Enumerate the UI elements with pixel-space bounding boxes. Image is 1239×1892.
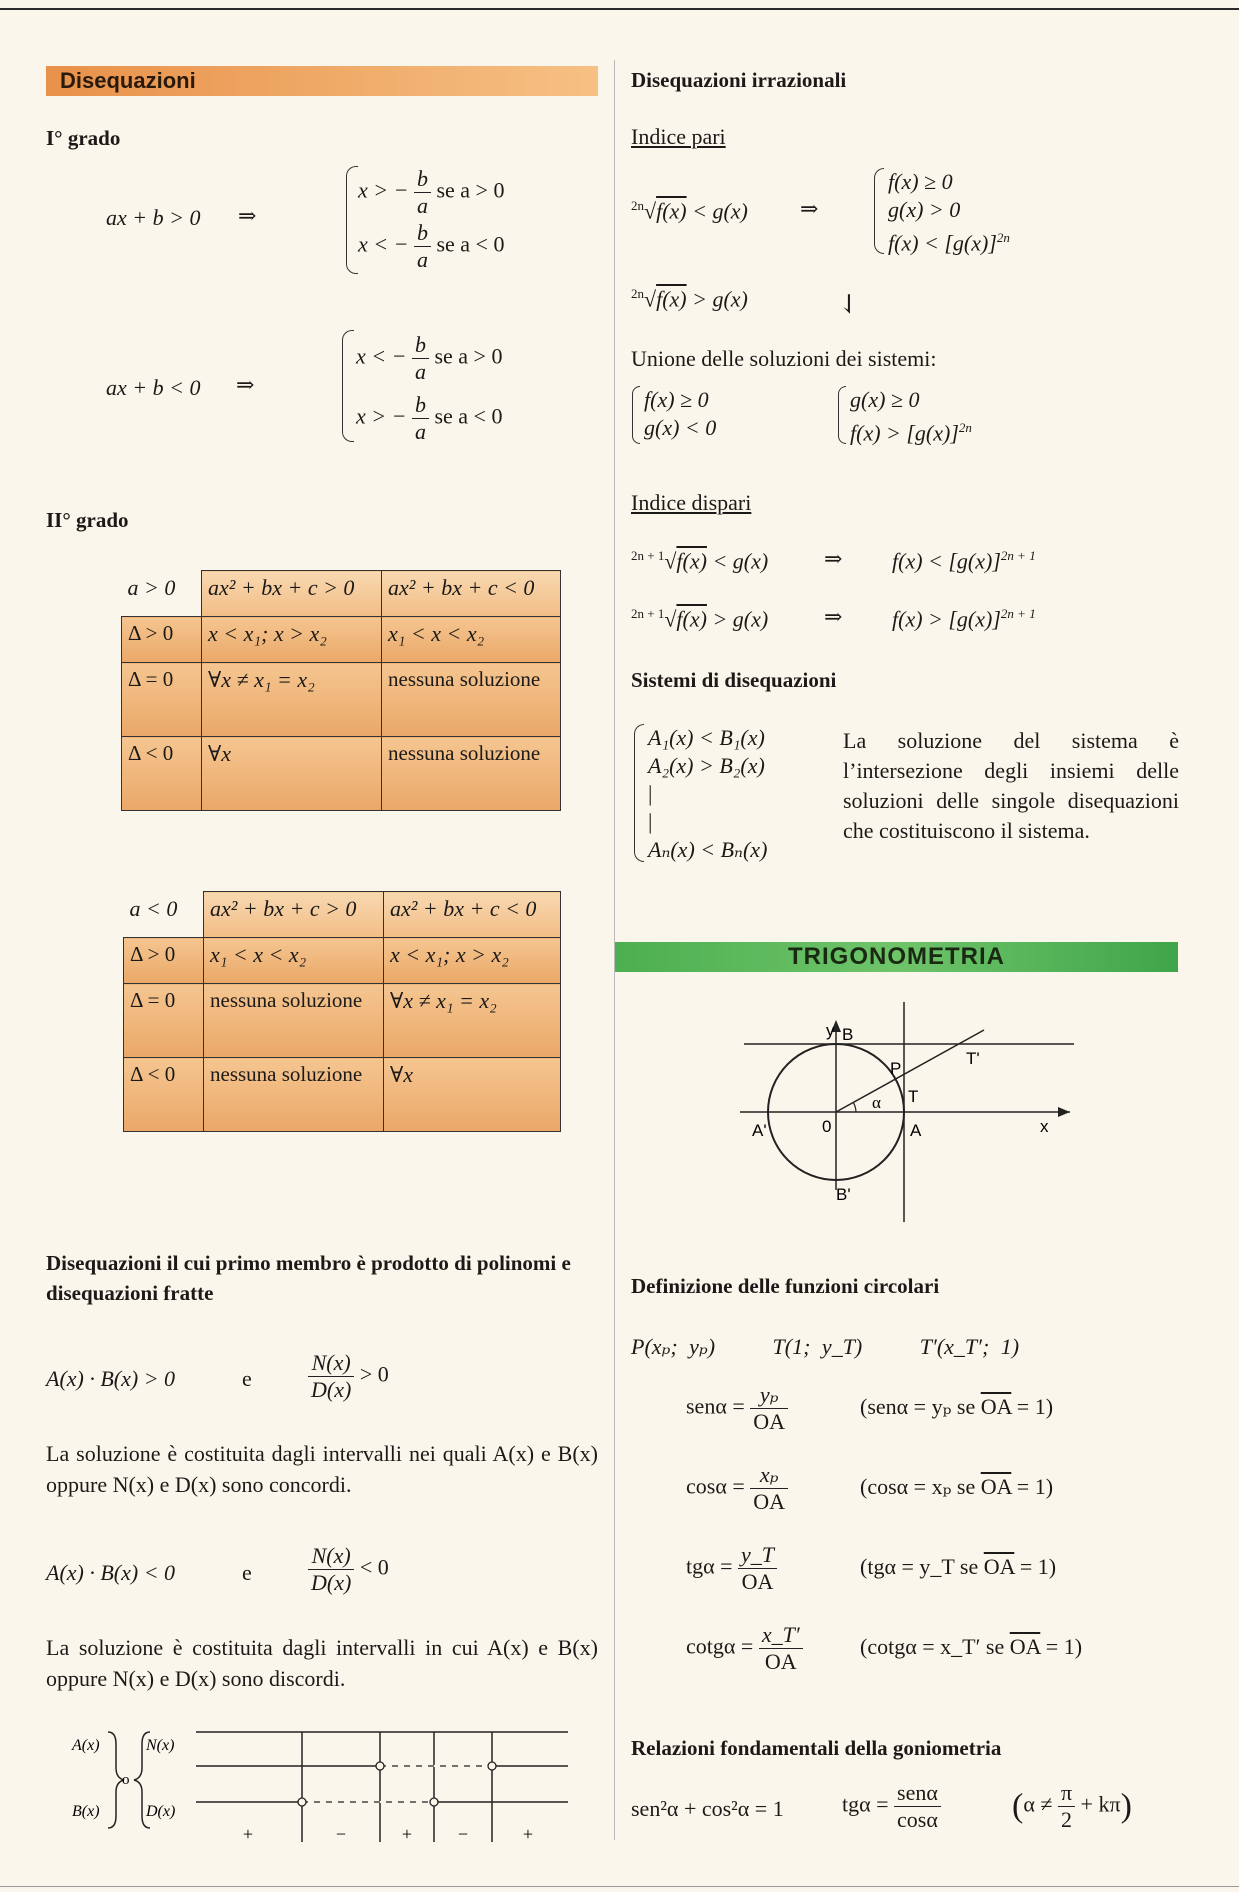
even-ineq2: $^{2n}$√f(x) > g(x) [631, 286, 748, 312]
implies-arrow: ⇒ [824, 546, 843, 571]
product-eq1-fraction: $\frac{N(x)}{D(x)}$ > 0 [308, 1350, 389, 1403]
cell: ∀x ≠ x₁ = x₂ [202, 663, 382, 737]
cell: ∀x [202, 737, 382, 811]
systems-text: La soluzione del sistema è l’intersezione degli insiemi delle soluzioni delle singole disequazioni che costituiscono il sistema. [843, 728, 1179, 843]
def-cotan: cotgα = $\frac{x\_T'}{OA}$ [686, 1622, 803, 1675]
table-corner: a > 0 [122, 571, 202, 617]
unit-circle-diagram [740, 1000, 1080, 1230]
def-tan-note: (tgα = y_T se $\overline{OA} = 1$) [860, 1554, 1057, 1579]
cell: ∀x ≠ x₁ = x₂ [384, 984, 561, 1058]
first-degree-case1-lhs: ax + b > 0 [106, 205, 201, 230]
case1-row2: x < − $\frac{b}{a}$ se a < 0 [358, 220, 505, 272]
system-brace [838, 386, 846, 444]
row-label: Δ = 0 [122, 663, 202, 737]
table-row [122, 737, 561, 811]
label-t-prime: T' [966, 1049, 980, 1068]
label-b-prime: B' [836, 1185, 851, 1204]
def-cos-note: (cosα = xₚ se $\overline{OA} = 1$) [860, 1474, 1054, 1499]
cell: nessuna soluzione [204, 984, 384, 1058]
diagram-open-point [430, 1798, 438, 1806]
case1-row1: x > − $\frac{b}{a}$ se a > 0 [358, 166, 505, 218]
top-rule [0, 8, 1239, 10]
product-text2: La soluzione è costituita dagli intervalli in cui A(x) e B(x) oppure N(x) e D(x) sono discordi. [46, 1635, 598, 1691]
label-origin: 0 [822, 1117, 832, 1136]
label-p: P [890, 1059, 902, 1078]
odd-ineq1: $^{2n + 1}$√f(x) < g(x) [631, 548, 769, 574]
product-eq2-left: A(x) · B(x) < 0 [46, 1560, 176, 1585]
def-sin: senα = $\frac{\text{yₚ}}{OA}$ [686, 1382, 788, 1435]
cell: x < x₁; x > x₂ [202, 617, 382, 663]
relations-heading: Relazioni fondamentali della goniometria [631, 1736, 1002, 1760]
table-row [124, 984, 561, 1058]
union-text: Unione delle soluzioni dei sistemi: [631, 346, 937, 371]
product-eq2-fraction: $\frac{N(x)}{D(x)}$ < 0 [308, 1543, 389, 1596]
def-cos: cosα = $\frac{\text{xₚ}}{OA}$ [686, 1462, 788, 1515]
diagram-label-n: N(x) [146, 1737, 175, 1754]
table-row [124, 1058, 561, 1132]
even-index-heading: Indice pari [631, 124, 726, 149]
sign-diagram [60, 1722, 580, 1872]
implies-arrow: ⇒ [824, 604, 843, 629]
even-ineq1: $^{2n}$√f(x) < g(x) [631, 198, 748, 224]
sign: + [401, 1824, 413, 1844]
case2-row1: x < − $\frac{b}{a}$ se a > 0 [356, 332, 503, 384]
irrational-heading: Disequazioni irrazionali [631, 68, 847, 92]
product-text1: La soluzione è costituita dagli intervalli nei quali A(x) e B(x) oppure N(x) e D(x) sono concordi. [46, 1441, 598, 1497]
systems-heading: Sistemi di disequazioni [631, 668, 837, 692]
section-title-disequazioni: Disequazioni [46, 66, 598, 96]
product-heading: Disequazioni il cui primo membro è prodotto di polinomi e disequazioni fratte [46, 1251, 571, 1305]
implies-arrow: ⇒ [236, 372, 255, 397]
diagram-open-point [376, 1762, 384, 1770]
def-tan: tgα = $\frac{y\_T}{OA}$ [686, 1542, 777, 1595]
label-b: B [842, 1025, 854, 1044]
system-brace [634, 724, 644, 862]
section-title-trigonometria: TRIGONOMETRIA [615, 942, 1178, 972]
table-row [124, 938, 561, 984]
row-label: Δ > 0 [124, 938, 204, 984]
even-system: f(x) ≥ 0 g(x) > 0 $f(x) < [g(x)]^{2n}$ [888, 169, 1010, 256]
diagram-label-d: D(x) [146, 1803, 176, 1820]
diagram-label-o: o [122, 1772, 130, 1788]
points-line: P(xₚ; yₚ) T(1; y_T) T′(x_T′; 1) [631, 1334, 1020, 1359]
system-brace [342, 330, 354, 442]
relation-tangent: tgα = $\frac{\text{senα}}{\cos\alpha}$ [842, 1780, 941, 1833]
angle-arc [853, 1102, 856, 1112]
case2-row2: x > − $\frac{b}{a}$ se a < 0 [356, 392, 503, 444]
row-label: Δ = 0 [124, 984, 204, 1058]
second-degree-heading: II° grado [46, 508, 129, 532]
label-a-prime: A' [752, 1121, 767, 1140]
label-alpha: α [872, 1093, 881, 1112]
bottom-rule [0, 1886, 1239, 1887]
table-header: ax² + bx + c > 0 [204, 892, 384, 938]
odd-result1: $f(x) < [g(x)]^{2n + 1}$ [892, 548, 1036, 574]
cell: x < x₁; x > x₂ [384, 938, 561, 984]
table-row [122, 617, 561, 663]
diagram-open-point [488, 1762, 496, 1770]
second-degree-table-a-positive [121, 570, 561, 811]
table-corner: a < 0 [124, 892, 204, 938]
sign: − [457, 1824, 469, 1844]
cell: x₁ < x < x₂ [382, 617, 561, 663]
first-degree-heading: I° grado [46, 126, 121, 150]
cell: nessuna soluzione [382, 663, 561, 737]
diagram-label-b: B(x) [72, 1803, 100, 1820]
odd-ineq2: $^{2n + 1}$√f(x) > g(x) [631, 606, 769, 632]
sign: + [242, 1824, 254, 1844]
cell: x₁ < x < x₂ [204, 938, 384, 984]
table-header: ax² + bx + c > 0 [202, 571, 382, 617]
system-brace [874, 168, 884, 254]
system-a: f(x) ≥ 0 g(x) < 0 [644, 387, 717, 440]
system-brace [346, 166, 358, 274]
def-sin-note: (senα = yₚ se $\overline{OA} = 1$) [860, 1394, 1054, 1419]
label-a: A [910, 1121, 922, 1140]
definitions-heading: Definizione delle funzioni circolari [631, 1274, 940, 1298]
relation-condition: (α ≠ $\frac{\pi}{2}$ + kπ) [1012, 1780, 1132, 1832]
odd-result2: $f(x) > [g(x)]^{2n + 1}$ [892, 606, 1036, 632]
diagram-open-point [298, 1798, 306, 1806]
relation-pythagorean: sen²α + cos²α = 1 [631, 1796, 784, 1821]
row-label: Δ < 0 [124, 1058, 204, 1132]
cell: nessuna soluzione [382, 737, 561, 811]
table-header: ax² + bx + c < 0 [382, 571, 561, 617]
product-eq1-e: e [242, 1366, 252, 1391]
label-t: T [908, 1087, 919, 1106]
implies-arrow: ⇒ [800, 196, 819, 221]
label-x: x [1040, 1117, 1049, 1136]
table-header: ax² + bx + c < 0 [384, 892, 561, 938]
cell: ∀x [384, 1058, 561, 1132]
diagram-label-a: A(x) [72, 1737, 100, 1754]
second-degree-table-a-negative [123, 891, 561, 1132]
product-eq2-e: e [242, 1560, 252, 1585]
sign: + [522, 1824, 534, 1844]
row-label: Δ < 0 [122, 737, 202, 811]
x-axis-arrow-icon [1058, 1107, 1070, 1117]
sign: − [335, 1824, 347, 1844]
system-b: g(x) ≥ 0 $f(x) > [g(x)]^{2n}$ [850, 387, 972, 446]
implies-arrow: ⇒ [238, 203, 257, 228]
label-y: y [826, 1021, 835, 1040]
odd-index-heading: Indice dispari [631, 490, 752, 515]
product-eq1-left: A(x) · B(x) > 0 [46, 1366, 176, 1391]
row-label: Δ > 0 [122, 617, 202, 663]
def-cotan-note: (cotgα = x_T′ se $\overline{OA} = 1$) [860, 1634, 1083, 1659]
system-brace [632, 386, 640, 444]
down-arrow-icon: ⇃ [838, 290, 860, 319]
systems-list: A₁(x) < B₁(x) A₂(x) > B₂(x) | | Aₙ(x) < Bₙ(x) [648, 725, 768, 862]
table-row [122, 663, 561, 737]
first-degree-case2-lhs: ax + b < 0 [106, 375, 201, 400]
cell: nessuna soluzione [204, 1058, 384, 1132]
